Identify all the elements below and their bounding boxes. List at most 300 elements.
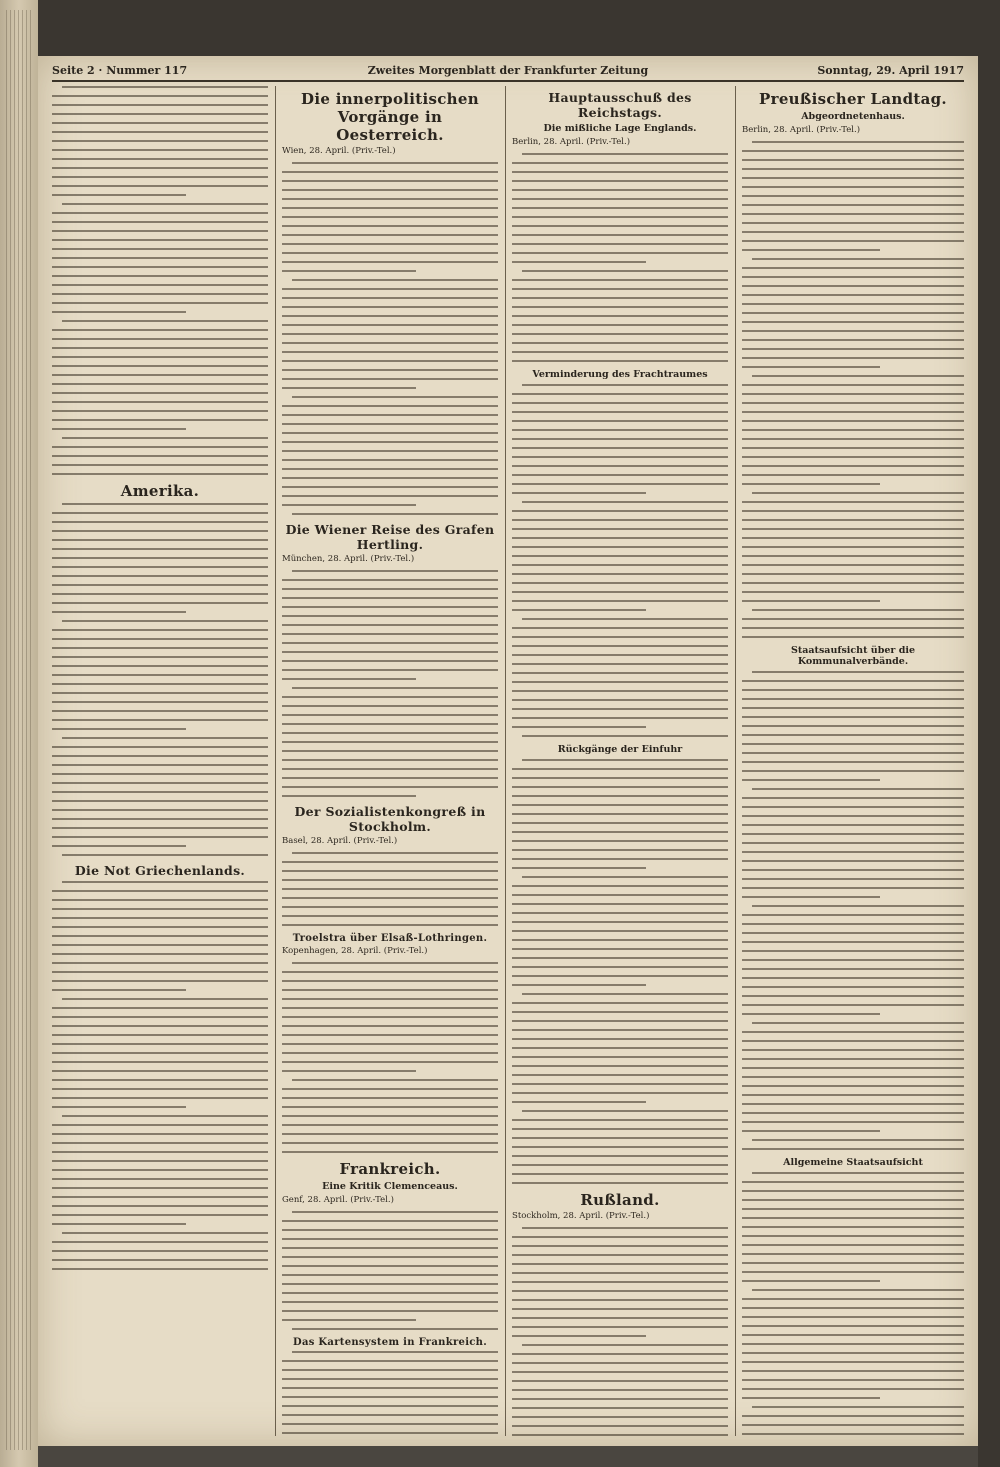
text-line — [512, 795, 728, 797]
text-line — [282, 732, 498, 734]
text-line — [62, 737, 268, 739]
text-line — [512, 1020, 728, 1022]
text-line — [52, 230, 268, 232]
page-binding — [0, 0, 38, 1467]
paper-title: Zweites Morgenblatt der Frankfurter Zeitung — [367, 64, 649, 77]
text-line — [512, 1290, 728, 1292]
subheadline: Verminderung des Frachtraumes — [532, 369, 708, 380]
text-line — [742, 1121, 964, 1123]
text-line — [52, 674, 268, 676]
text-line — [512, 1137, 728, 1139]
text-line — [52, 683, 268, 685]
text-line — [742, 950, 964, 952]
text-line — [282, 651, 498, 653]
text-line — [742, 689, 964, 691]
text-line — [52, 266, 268, 268]
text-line — [742, 420, 964, 422]
article-body — [282, 162, 498, 515]
text-line — [62, 1232, 268, 1234]
text-line — [742, 1049, 964, 1051]
text-line — [742, 384, 964, 386]
text-line — [742, 195, 964, 197]
text-line — [52, 926, 268, 928]
text-line — [522, 876, 728, 878]
text-line — [512, 351, 728, 353]
text-line — [282, 861, 498, 863]
text-line — [52, 845, 186, 847]
text-line — [512, 243, 728, 245]
text-line — [512, 315, 728, 317]
page-header — [52, 62, 964, 82]
text-line — [512, 171, 728, 173]
dateline: Berlin, 28. April. (Priv.-Tel.) — [512, 137, 631, 147]
text-line — [282, 216, 498, 218]
text-line — [512, 483, 728, 485]
text-line — [742, 483, 880, 485]
text-line — [512, 1047, 728, 1049]
text-line — [52, 782, 268, 784]
dateline: Kopenhagen, 28. April. (Priv.-Tel.) — [282, 946, 428, 956]
text-line — [512, 1425, 728, 1427]
text-line — [282, 243, 498, 245]
text-line — [512, 537, 728, 539]
text-line — [512, 1335, 646, 1337]
text-line — [742, 707, 964, 709]
text-line — [512, 1038, 728, 1040]
text-line — [512, 858, 728, 860]
text-line — [52, 1097, 268, 1099]
text-line — [742, 1013, 880, 1015]
text-line — [512, 1002, 728, 1004]
text-line — [52, 401, 268, 403]
text-line — [512, 1389, 728, 1391]
dateline: Genf, 28. April. (Priv.-Tel.) — [282, 1195, 394, 1205]
text-line — [742, 1325, 964, 1327]
text-line — [512, 510, 728, 512]
subheadline: Die mißliche Lage Englands. — [543, 123, 697, 134]
text-line — [282, 741, 498, 743]
text-line — [512, 474, 728, 476]
text-line — [282, 633, 498, 635]
article-body — [512, 759, 728, 1184]
text-line — [752, 609, 964, 611]
text-line — [742, 923, 964, 925]
text-line — [512, 984, 646, 986]
text-line — [742, 1085, 964, 1087]
text-line — [52, 284, 268, 286]
text-line — [282, 432, 498, 434]
subheadline: Allgemeine Staatsaufsicht — [783, 1157, 923, 1168]
text-line — [742, 932, 964, 934]
text-line — [742, 1067, 964, 1069]
text-line — [282, 1007, 498, 1009]
text-line — [282, 441, 498, 443]
column-3 — [512, 86, 728, 1436]
text-line — [52, 1007, 268, 1009]
text-line — [742, 779, 880, 781]
text-line — [742, 1361, 964, 1363]
text-line — [752, 1022, 964, 1024]
text-line — [282, 459, 498, 461]
text-line — [512, 708, 728, 710]
text-line — [512, 1083, 728, 1085]
text-line — [52, 755, 268, 757]
article-body — [282, 1211, 498, 1330]
text-line — [742, 725, 964, 727]
text-line — [52, 185, 268, 187]
text-line — [282, 714, 498, 716]
text-line — [512, 1119, 728, 1121]
text-line — [52, 530, 268, 532]
text-line — [742, 303, 964, 305]
text-line — [512, 885, 728, 887]
text-line — [512, 555, 728, 557]
text-line — [742, 1415, 964, 1417]
article-body — [282, 962, 498, 1153]
text-line — [512, 402, 728, 404]
text-line — [522, 153, 728, 155]
text-line — [512, 492, 646, 494]
text-line — [52, 557, 268, 559]
text-line — [282, 998, 498, 1000]
text-line — [52, 566, 268, 568]
text-line — [512, 582, 728, 584]
text-line — [742, 1316, 964, 1318]
text-line — [512, 252, 728, 254]
text-line — [742, 1058, 964, 1060]
text-line — [52, 746, 268, 748]
text-line — [742, 1112, 964, 1114]
text-line — [742, 348, 964, 350]
text-line — [282, 360, 498, 362]
text-line — [512, 438, 728, 440]
text-line — [512, 1245, 728, 1247]
text-line — [282, 369, 498, 371]
text-line — [52, 176, 268, 178]
subheadline: Eine Kritik Clemenceaus. — [322, 1181, 458, 1192]
text-line — [512, 564, 728, 566]
text-line — [742, 887, 964, 889]
text-line — [52, 629, 268, 631]
text-line — [742, 1370, 964, 1372]
text-line — [742, 222, 964, 224]
text-line — [282, 1396, 498, 1398]
text-line — [742, 411, 964, 413]
text-line — [522, 993, 728, 995]
text-line — [52, 638, 268, 640]
text-line — [52, 338, 268, 340]
text-line — [512, 360, 728, 362]
text-line — [282, 1220, 498, 1222]
text-line — [52, 1205, 268, 1207]
text-line — [282, 315, 498, 317]
text-line — [742, 285, 964, 287]
text-line — [282, 333, 498, 335]
text-line — [282, 1115, 498, 1117]
text-line — [52, 293, 268, 295]
text-line — [282, 1319, 416, 1321]
text-line — [742, 582, 964, 584]
text-line — [512, 1092, 728, 1094]
text-line — [282, 1283, 498, 1285]
text-line — [282, 1360, 498, 1362]
text-line — [742, 447, 964, 449]
text-line — [522, 1344, 728, 1346]
text-line — [282, 450, 498, 452]
text-line — [512, 261, 646, 263]
text-line — [512, 804, 728, 806]
text-line — [742, 1280, 880, 1282]
text-line — [512, 1074, 728, 1076]
text-line — [52, 611, 186, 613]
text-line — [282, 1274, 498, 1276]
text-line — [512, 1299, 728, 1301]
text-line — [742, 1031, 964, 1033]
text-line — [742, 1388, 964, 1390]
headline-oesterreich: Die innerpolitischen Vorgänge in Oesterreich. — [301, 90, 479, 144]
text-line — [742, 150, 964, 152]
headline-frankreich: Frankreich. — [339, 1160, 441, 1178]
text-line — [742, 168, 964, 170]
text-line — [512, 966, 728, 968]
text-line — [52, 800, 268, 802]
text-line — [52, 275, 268, 277]
text-line — [52, 1169, 268, 1171]
text-line — [742, 240, 964, 242]
text-line — [512, 777, 728, 779]
text-line — [742, 833, 964, 835]
text-line — [282, 324, 498, 326]
text-line — [282, 660, 498, 662]
text-line — [282, 971, 498, 973]
text-line — [62, 881, 268, 883]
text-line — [742, 231, 964, 233]
text-line — [52, 95, 268, 97]
text-line — [52, 656, 268, 658]
text-line — [512, 1281, 728, 1283]
dateline: Basel, 28. April. (Priv.-Tel.) — [282, 836, 398, 846]
text-line — [512, 912, 728, 914]
text-line — [282, 342, 498, 344]
text-line — [282, 189, 498, 191]
text-line — [512, 903, 728, 905]
text-line — [522, 501, 728, 503]
text-line — [282, 915, 498, 917]
text-line — [742, 1040, 964, 1042]
text-line — [512, 672, 728, 674]
text-line — [742, 851, 964, 853]
text-line — [512, 1011, 728, 1013]
text-line — [512, 234, 728, 236]
text-line — [282, 504, 416, 506]
text-line — [512, 1362, 728, 1364]
text-line — [512, 324, 728, 326]
text-line — [52, 167, 268, 169]
dateline: Berlin, 28. April. (Priv.-Tel.) — [742, 125, 861, 135]
text-line — [292, 1079, 498, 1081]
text-line — [742, 573, 964, 575]
text-line — [282, 906, 498, 908]
column-4 — [742, 86, 964, 1436]
text-line — [742, 1235, 964, 1237]
text-line — [282, 180, 498, 182]
text-line — [62, 503, 268, 505]
text-line — [282, 1432, 498, 1434]
text-line — [512, 591, 728, 593]
text-line — [282, 1423, 498, 1425]
subheadline: Abgeordnetenhaus. — [801, 111, 905, 122]
article-body — [282, 570, 498, 797]
text-line — [52, 212, 268, 214]
text-line — [282, 597, 498, 599]
text-line — [742, 1433, 964, 1435]
text-line — [512, 306, 728, 308]
text-line — [512, 894, 728, 896]
text-line — [522, 1227, 728, 1229]
text-line — [52, 365, 268, 367]
text-line — [52, 1196, 268, 1198]
text-line — [742, 743, 964, 745]
text-line — [512, 342, 728, 344]
text-line — [742, 438, 964, 440]
text-line — [742, 842, 964, 844]
text-line — [282, 405, 498, 407]
text-line — [282, 351, 498, 353]
text-line — [512, 726, 646, 728]
text-line — [52, 593, 268, 595]
text-line — [52, 827, 268, 829]
scan-right-edge — [978, 56, 1000, 1467]
text-line — [742, 1217, 964, 1219]
text-line — [512, 447, 728, 449]
text-line — [282, 1043, 498, 1045]
text-line — [52, 1124, 268, 1126]
text-line — [282, 1016, 498, 1018]
text-line — [512, 465, 728, 467]
text-line — [52, 809, 268, 811]
text-line — [52, 791, 268, 793]
text-line — [742, 806, 964, 808]
text-line — [742, 546, 964, 548]
text-line — [282, 1133, 498, 1135]
text-line — [512, 1353, 728, 1355]
text-line — [52, 971, 268, 973]
text-line — [52, 818, 268, 820]
text-line — [292, 1211, 498, 1213]
text-line — [512, 645, 728, 647]
text-line — [62, 998, 268, 1000]
text-line — [522, 384, 728, 386]
text-line — [512, 627, 728, 629]
text-line — [742, 1094, 964, 1096]
text-line — [292, 279, 498, 281]
text-line — [742, 294, 964, 296]
text-line — [282, 297, 498, 299]
text-line — [52, 410, 268, 412]
headline-amerika: Amerika. — [120, 482, 200, 500]
text-line — [282, 1301, 498, 1303]
text-line — [742, 716, 964, 718]
text-line — [512, 1128, 728, 1130]
text-line — [282, 288, 498, 290]
text-line — [512, 420, 728, 422]
text-line — [52, 1079, 268, 1081]
text-line — [52, 248, 268, 250]
text-line — [742, 860, 964, 862]
article-body — [282, 1351, 498, 1436]
dateline: Wien, 28. April. (Priv.-Tel.) — [282, 146, 396, 156]
text-line — [52, 149, 268, 151]
text-line — [742, 537, 964, 539]
article-body — [742, 671, 964, 1150]
text-line — [282, 579, 498, 581]
text-line — [742, 1397, 880, 1399]
text-line — [512, 840, 728, 842]
scan-top-edge — [38, 0, 1000, 56]
text-line — [282, 387, 416, 389]
text-line — [282, 777, 498, 779]
text-line — [282, 1025, 498, 1027]
text-line — [512, 528, 728, 530]
text-line — [282, 696, 498, 698]
text-line — [52, 194, 186, 196]
text-line — [512, 1416, 728, 1418]
text-line — [742, 177, 964, 179]
text-line — [52, 347, 268, 349]
text-line — [512, 456, 728, 458]
text-line — [52, 356, 268, 358]
text-line — [282, 1310, 498, 1312]
text-line — [512, 1155, 728, 1157]
text-line — [742, 249, 880, 251]
text-line — [282, 768, 498, 770]
text-line — [62, 620, 268, 622]
text-line — [282, 1414, 498, 1416]
subheadline: Staatsaufsicht über die Kommunalverbände. — [791, 645, 915, 667]
text-line — [512, 1029, 728, 1031]
text-line — [742, 186, 964, 188]
text-line — [282, 795, 416, 797]
article-body — [282, 852, 498, 926]
text-line — [512, 1146, 728, 1148]
headline-landtag: Preußischer Landtag. — [759, 90, 947, 108]
text-line — [742, 1253, 964, 1255]
text-line — [282, 477, 498, 479]
text-line — [742, 941, 964, 943]
text-line — [512, 333, 728, 335]
text-line — [752, 375, 964, 377]
text-line — [52, 521, 268, 523]
text-line — [512, 1056, 728, 1058]
text-line — [52, 773, 268, 775]
text-line — [742, 456, 964, 458]
text-line — [512, 1101, 646, 1103]
text-line — [742, 555, 964, 557]
text-line — [52, 944, 268, 946]
text-line — [62, 203, 268, 205]
text-line — [282, 1106, 498, 1108]
text-line — [742, 752, 964, 754]
text-line — [522, 618, 728, 620]
text-line — [752, 671, 964, 673]
text-line — [52, 1214, 268, 1216]
text-line — [282, 171, 498, 173]
text-line — [52, 1142, 268, 1144]
text-line — [742, 357, 964, 359]
text-line — [752, 1172, 964, 1174]
text-line — [742, 510, 964, 512]
text-line — [52, 392, 268, 394]
